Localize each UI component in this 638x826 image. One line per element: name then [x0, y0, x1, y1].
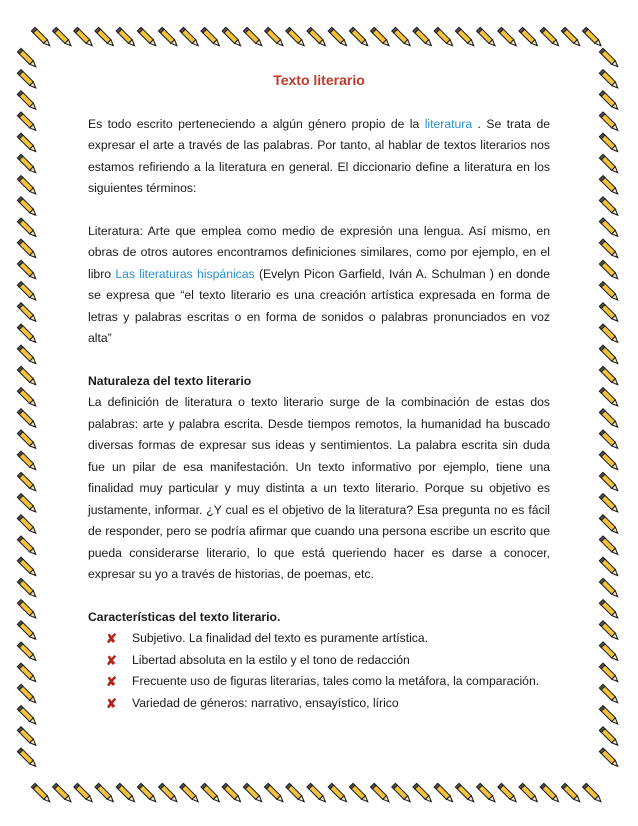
pencil-icon [17, 366, 38, 387]
book-link[interactable]: Las literaturas hispánicas [115, 266, 255, 281]
pencil-icon [17, 472, 38, 493]
pencil-icon [498, 783, 519, 804]
pencil-icon [17, 409, 38, 430]
pencil-icon [519, 27, 540, 48]
pencil-icon [17, 388, 38, 409]
pencil-icon [540, 27, 561, 48]
pencil-icon [17, 684, 38, 705]
pencil-icon [599, 133, 620, 154]
pencil-icon [599, 154, 620, 175]
pencil-icon [599, 451, 620, 472]
pencil-icon [392, 783, 413, 804]
pencil-icon [31, 783, 52, 804]
pencil-icon [599, 557, 620, 578]
pencil-icon [31, 27, 52, 48]
pencil-icon [17, 748, 38, 769]
pencil-icon [265, 783, 286, 804]
pencil-icon [17, 154, 38, 175]
pencil-icon [17, 515, 38, 536]
pencil-icon [599, 409, 620, 430]
section-heading-caracteristicas: Características del texto literario. [88, 609, 281, 624]
pencil-icon [599, 303, 620, 324]
pencil-icon [599, 494, 620, 515]
pencil-icon [17, 48, 38, 69]
pencil-icon [599, 324, 620, 345]
pencil-icon [477, 783, 498, 804]
pencil-icon [17, 706, 38, 727]
pencil-icon [599, 600, 620, 621]
pencil-icon [201, 27, 222, 48]
pencil-icon [599, 727, 620, 748]
pencil-icon [74, 27, 95, 48]
pencil-icon [328, 27, 349, 48]
pencil-icon [116, 783, 137, 804]
pencil-icon [599, 430, 620, 451]
characteristics-list [88, 628, 550, 714]
pencil-icon [599, 663, 620, 684]
pencil-icon [17, 176, 38, 197]
pencil-icon [17, 642, 38, 663]
pencil-icon [17, 239, 38, 260]
pencil-icon [17, 197, 38, 218]
pencil-icon [561, 27, 582, 48]
pencil-icon [599, 366, 620, 387]
pencil-icon [349, 27, 370, 48]
x-bullet-icon: ✘ [106, 695, 117, 711]
x-bullet-icon: ✘ [106, 674, 117, 689]
pencil-icon [17, 345, 38, 366]
pencil-icon [599, 642, 620, 663]
pencil-icon [540, 783, 561, 804]
pencil-icon [599, 388, 620, 409]
pencil-icon [17, 557, 38, 578]
literatura-link[interactable]: literatura [424, 116, 473, 131]
pencil-icon [243, 783, 264, 804]
pencil-icon [180, 27, 201, 48]
pencil-icon [74, 783, 95, 804]
pencil-icon [17, 451, 38, 472]
pencil-icon [455, 27, 476, 48]
pencil-icon [599, 748, 620, 769]
pencil-icon [349, 783, 370, 804]
pencil-icon [599, 345, 620, 366]
pencil-icon [17, 70, 38, 91]
pencil-icon [17, 494, 38, 515]
pencil-icon [17, 260, 38, 281]
pencil-icon [17, 133, 38, 154]
pencil-icon [243, 27, 264, 48]
pencil-icon [17, 282, 38, 303]
pencil-icon [286, 783, 307, 804]
pencil-icon [599, 239, 620, 260]
pencil-icon [116, 27, 137, 48]
pencil-icon [583, 27, 604, 48]
document-page [88, 58, 550, 714]
pencil-icon [222, 27, 243, 48]
pencil-icon [434, 783, 455, 804]
pencil-icon [413, 783, 434, 804]
pencil-icon [286, 27, 307, 48]
pencil-icon [307, 783, 328, 804]
pencil-icon [599, 218, 620, 239]
pencil-icon [137, 783, 158, 804]
list-item: ✘ Libertad absoluta en la estilo y el tono de redacción [104, 650, 550, 672]
pencil-icon [17, 621, 38, 642]
pencil-icon [17, 536, 38, 557]
x-bullet-icon: ✘ [106, 631, 117, 646]
pencil-icon [434, 27, 455, 48]
pencil-icon [599, 536, 620, 557]
pencil-icon [455, 783, 476, 804]
pencil-icon [222, 783, 243, 804]
pencil-icon [17, 727, 38, 748]
pencil-icon [599, 472, 620, 493]
intro-paragraph: Es todo escrito perteneciendo a algún género propio de la literatura . Se trata de expresar el arte a través de las palabras. Por tanto, al hablar de textos literarios nos estamos refiriendo a la literatura en general. El diccionario define a literatura en los siguientes términos: [88, 116, 550, 195]
pencil-icon [519, 783, 540, 804]
pencil-icon [265, 27, 286, 48]
pencil-icon [599, 515, 620, 536]
page-title: Texto literario [273, 72, 365, 88]
pencil-icon [599, 112, 620, 133]
pencil-icon [599, 197, 620, 218]
x-bullet-icon: ✘ [106, 652, 117, 668]
pencil-icon [95, 27, 116, 48]
pencil-icon [498, 27, 519, 48]
pencil-icon [307, 27, 328, 48]
pencil-icon [17, 303, 38, 324]
pencil-icon [599, 684, 620, 705]
pencil-icon [392, 27, 413, 48]
pencil-icon [599, 176, 620, 197]
pencil-icon [599, 706, 620, 727]
pencil-icon [371, 783, 392, 804]
pencil-icon [17, 430, 38, 451]
pencil-icon [159, 27, 180, 48]
pencil-icon [137, 27, 158, 48]
pencil-icon [599, 91, 620, 112]
pencil-icon [95, 783, 116, 804]
pencil-icon [53, 27, 74, 48]
pencil-icon [159, 783, 180, 804]
pencil-icon [17, 112, 38, 133]
pencil-icon [599, 70, 620, 91]
section-heading-naturaleza: Naturaleza del texto literario [88, 373, 252, 388]
pencil-icon [599, 48, 620, 69]
pencil-icon [17, 324, 38, 345]
pencil-icon [477, 27, 498, 48]
definition-paragraph: Literatura: Arte que emplea como medio de expresión una lengua. Así mismo, en obras de otros autores encontramos definiciones similares, como por ejemplo, en el libro Las literaturas hispánicas (Evelyn Picon Garfield, Iván A. Schulman ) en donde se expresa que “el texto literario es una creación artística expresada en forma de letras y palabras escritas o en forma de sonidos o palabras pronunciados en voz alta” [88, 223, 550, 345]
pencil-icon [201, 783, 222, 804]
pencil-icon [371, 27, 392, 48]
list-item: ✘ Variedad de géneros: narrativo, ensayístico, lírico [104, 693, 550, 715]
pencil-icon [17, 91, 38, 112]
pencil-icon [328, 783, 349, 804]
pencil-icon [561, 783, 582, 804]
pencil-icon [583, 783, 604, 804]
list-item: ✘ Subjetivo. La finalidad del texto es puramente artística. [104, 628, 550, 650]
pencil-icon [599, 260, 620, 281]
pencil-icon [17, 663, 38, 684]
pencil-icon [53, 783, 74, 804]
list-item: ✘ Frecuente uso de figuras literarias, tales como la metáfora, la comparación. [104, 671, 550, 693]
pencil-icon [17, 578, 38, 599]
pencil-icon [599, 578, 620, 599]
pencil-icon [180, 783, 201, 804]
pencil-icon [413, 27, 434, 48]
pencil-icon [17, 600, 38, 621]
naturaleza-paragraph: La definición de literatura o texto literario surge de la combinación de estas dos palabras: arte y palabra escrita. Desde tiempos remotos, la humanidad ha buscado diversas formas de expresar sus ideas y sentimientos. La palabra escrita sin duda fue un pilar de esa manifestación. Un texto informativo por ejemplo, tiene una finalidad muy particular y muy distinta a un texto literario. Porque su objetivo es justamente, informar. ¿Y cual es el objetivo de la literatura? Esa pregunta no es fácil de responder, pero se podría afirmar que cuando una persona escribe un escrito que pueda considerarse literario, lo que está queriendo hacer es darse a conocer, expresar su yo a través de historias, de poemas, etc. [88, 395, 550, 581]
pencil-icon [17, 218, 38, 239]
pencil-icon [599, 621, 620, 642]
pencil-icon [599, 282, 620, 303]
